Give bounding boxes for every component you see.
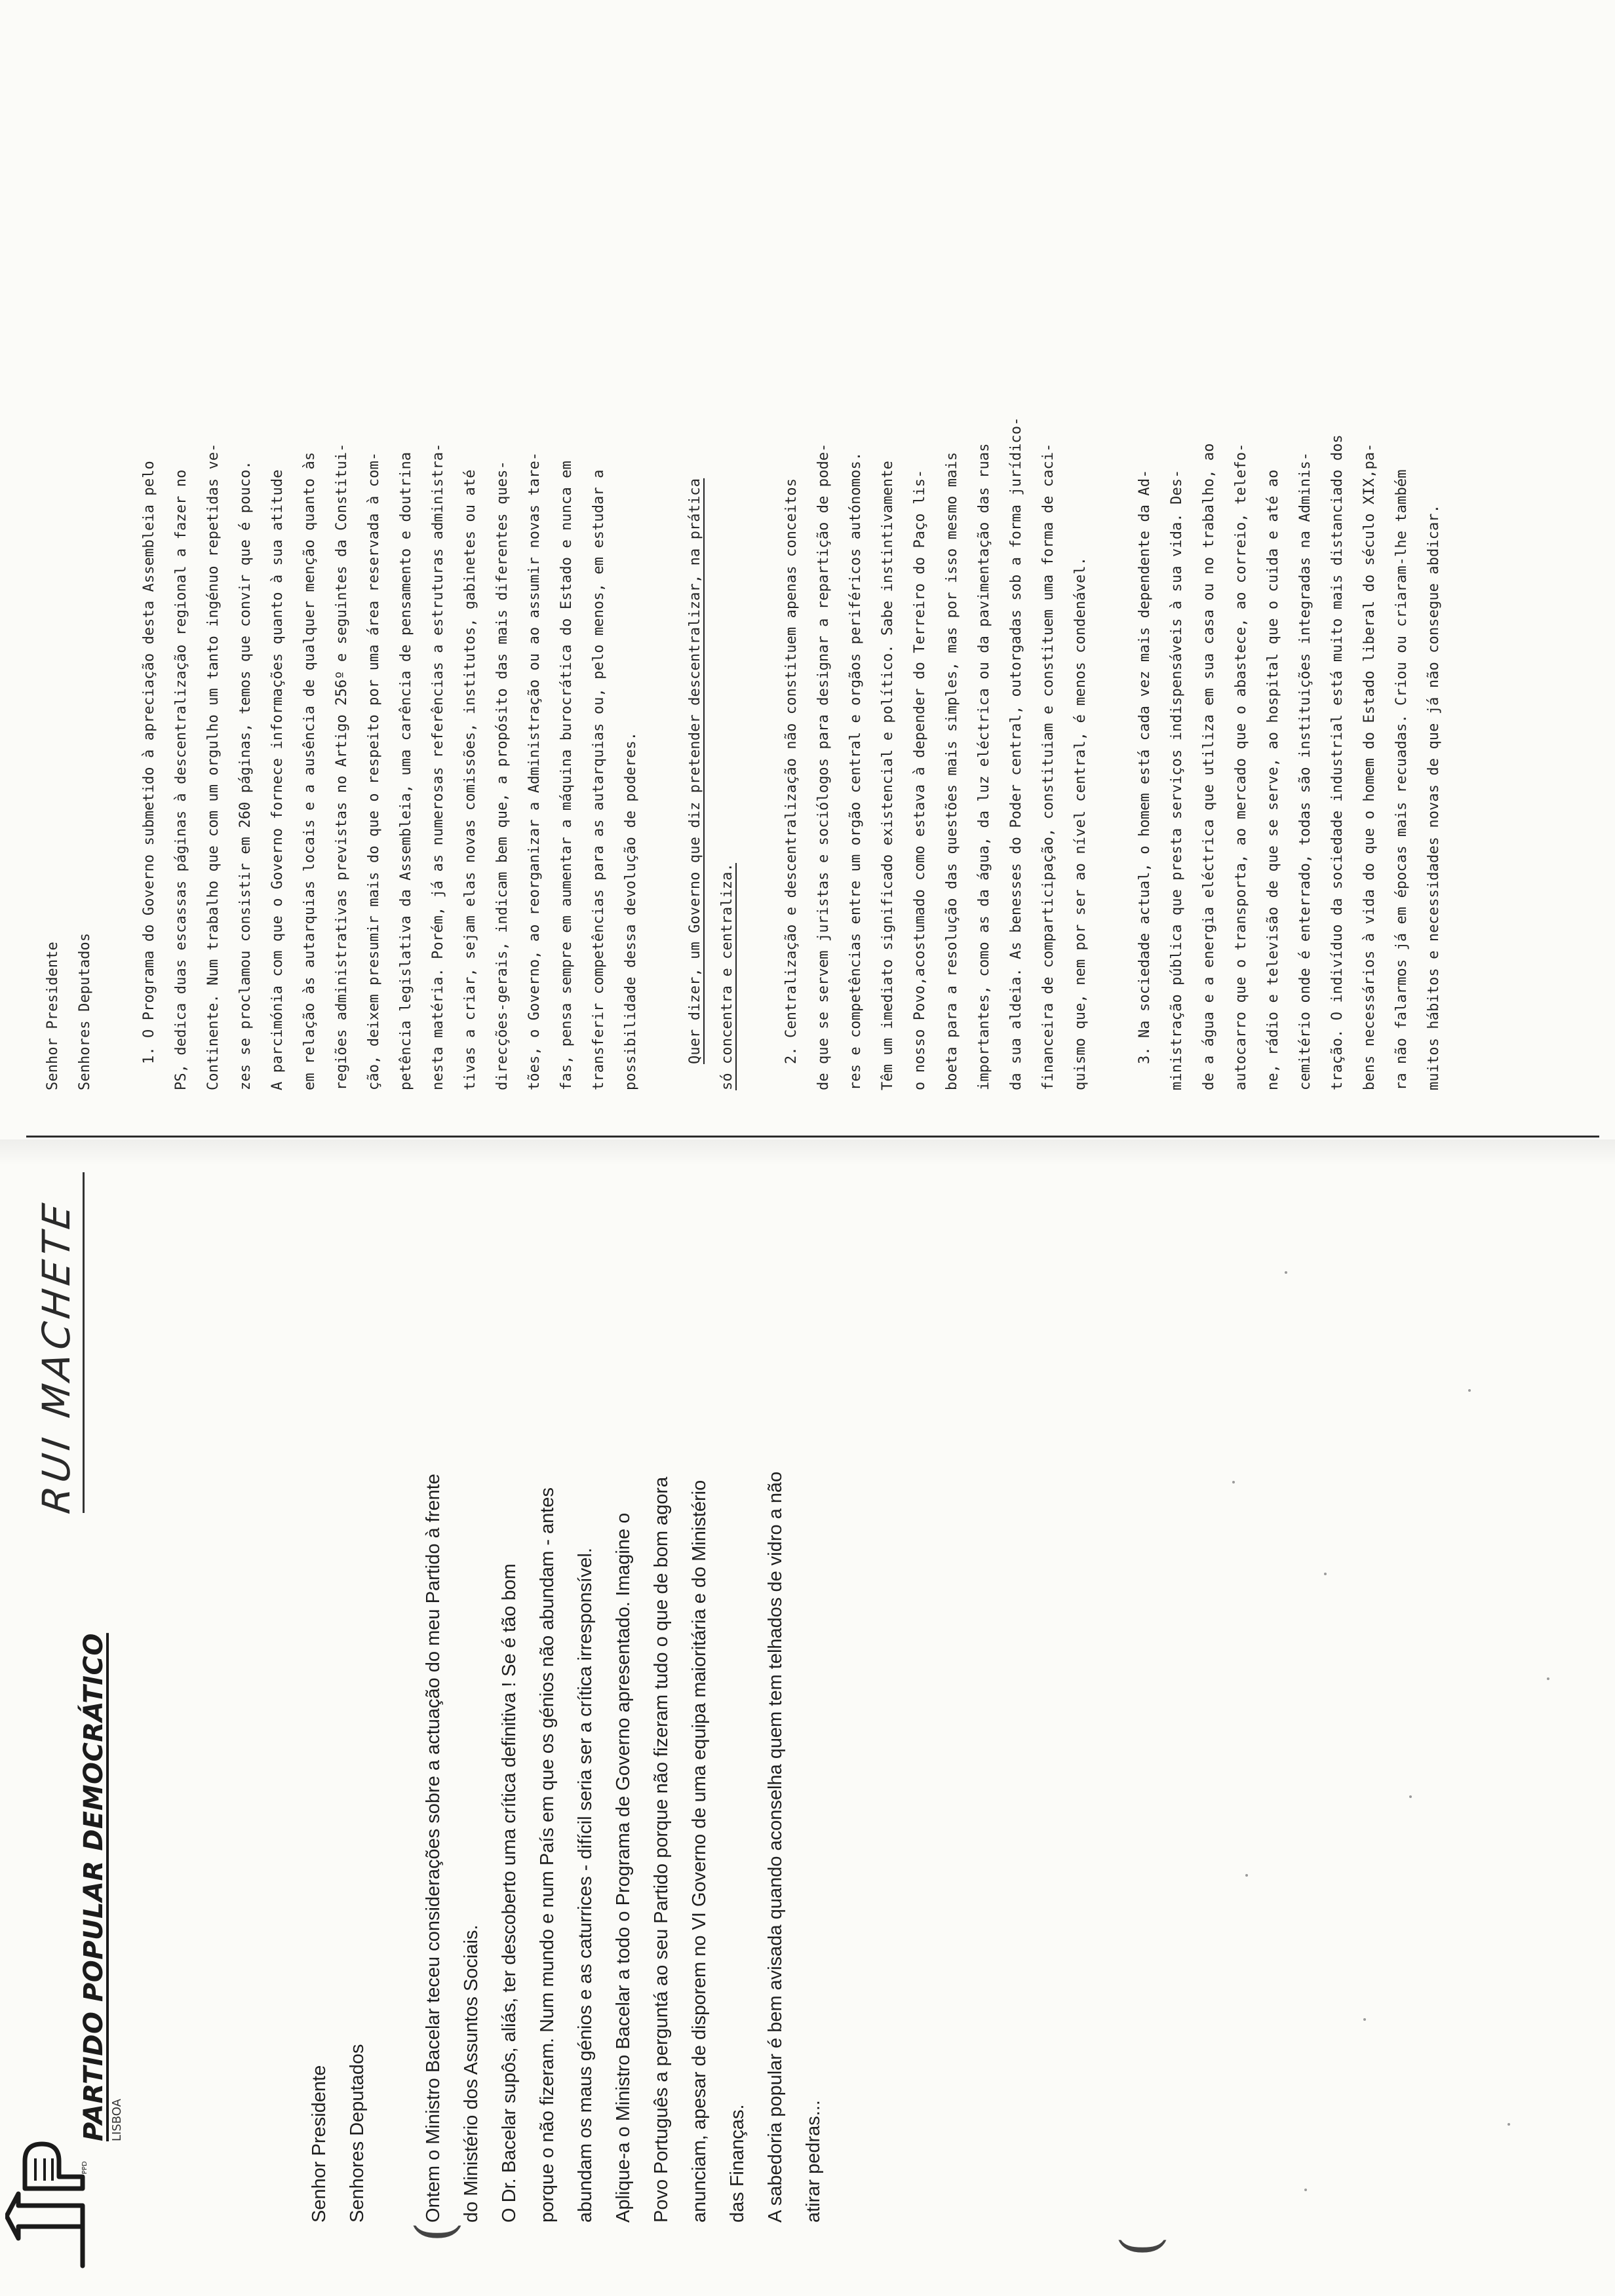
paragraph-3-line: 3. Na sociedade actual, o homem está cada vez mais dependente da Ad- [1137, 469, 1153, 1064]
left-speech-line: A sabedoria popular é bem avisada quando aconselha quem tem telhados de vidro a não [765, 1471, 786, 2223]
ppd-arrow-logo-icon [5, 2135, 89, 2272]
margin-bracket-mark: ( [1110, 2236, 1171, 2257]
paragraph-3-line: bens necessários à vida do que o homem do Estado liberal do século XIX,pa- [1361, 443, 1378, 1090]
scan-speck [1468, 1389, 1471, 1392]
left-speech-line: O Dr. Bacelar supôs, aliás, ter descoberto uma crítica definitiva ! Se é tão bom [499, 1563, 520, 2223]
paragraph-1-line: 1. O Programa do Governo submetido à apreciação desta Assembleia pelo [141, 461, 157, 1064]
party-city: LISBOA [110, 2099, 124, 2141]
scan-speck [1363, 2018, 1366, 2021]
paragraph-1-line: zes se proclamou consistir em 260 páginas, temos que convir que é pouco. [237, 461, 254, 1090]
paragraph-3-line: ministração pública que presta serviços indispensáveis à sua vida. Des- [1169, 469, 1185, 1090]
paragraph-3-line: cemitério onde é enterrado, todas são instituições integradas na Adminis- [1297, 451, 1313, 1090]
paragraph-3-line: ne, rádio e televisão de que se serve, ao hospital que o cuida e até ao [1265, 469, 1281, 1090]
paragraph-1-line: transferir competências para as autarquias ou, pelo menos, em estudar a [591, 469, 607, 1090]
paragraph-2-line: importantes, como as da água, da luz eléctrica ou da pavimentação das ruas [976, 443, 992, 1090]
paragraph-3-line: ra não falarmos já em épocas mais recuadas. Criou ou criaram-lhe também [1393, 469, 1410, 1090]
paragraph-1-line: PS, dedica duas escassas páginas à descentralização regional a fazer no [173, 469, 189, 1090]
paragraph-1-line: regiões administrativas previstas no Artigo 256º e seguintes da Constitui- [334, 443, 350, 1090]
left-speech-line: do Ministério dos Assuntos Sociais. [461, 1924, 482, 2223]
logo-text: PPD [81, 2161, 88, 2174]
handwritten-name-area [34, 1159, 85, 1516]
scan-speck [1508, 2123, 1510, 2126]
left-speech-line: abundam os maus génios e as caturrices - difícil seria ser a crítica irresponsível. [575, 1548, 596, 2223]
margin-bracket-mark: ( [404, 2221, 465, 2242]
handwritten-name-underline [83, 1172, 85, 1513]
scan-speck [1285, 1271, 1287, 1274]
right-page [0, 0, 1615, 1117]
left-salutation-line: Senhores Deputados [347, 2044, 368, 2223]
left-salutation-line: Senhor Presidente [309, 2065, 330, 2223]
underlined-statement-line: só concentra e centraliza. [719, 863, 735, 1090]
left-speech-line: porque o não fizeram. Num mundo e num País em que os génios não abundam - antes [537, 1487, 558, 2223]
paragraph-2-line: boeta para a resolução das questões mais simples, mas por isso mesmo mais [944, 451, 960, 1090]
paragraph-2-line: financeira de comparticipação, constituiam e constituem uma forma de caci- [1040, 443, 1057, 1090]
right-speech [37, 42, 1450, 1090]
right-salutation-line: Senhor Presidente [45, 942, 61, 1090]
paragraph-1-line: nesta matéria. Porém, já as numerosas referências a estruturas administra- [430, 443, 446, 1090]
page-separator-line [26, 1136, 1599, 1138]
paragraph-3-line: tração. O indivíduo da sociedade industrial está muito mais distanciado dos [1329, 434, 1346, 1090]
scan-speck [1245, 1874, 1248, 1877]
left-page [0, 1143, 1615, 2296]
paragraph-2-line: da sua aldeia. As benesses do Poder central, outorgadas sob a forma jurídico- [1008, 417, 1024, 1090]
scan-speck [1304, 2189, 1307, 2191]
left-speech-line: das Finanças. [727, 2104, 748, 2223]
scan-speck [1547, 1677, 1549, 1680]
handwritten-name: RUI MACHETE [34, 1196, 79, 1516]
paragraph-2-line: quismo que, nem por ser ao nível central, é menos condenável. [1072, 556, 1089, 1090]
paragraph-3-line: autocarro que o transporta, ao mercado que o abastece, ao correio, telefo- [1233, 443, 1249, 1090]
paragraph-1-line: ção, deixem presumir mais do que o respeito por uma área reservada à com- [366, 451, 382, 1090]
left-speech-line: Ontem o Ministro Bacelar teceu considerações sobre a actuação do meu Partido à frente [423, 1474, 444, 2223]
paragraph-1-line: fas, pensa sempre em aumentar a máquina burocrática do Estado e nunca em [558, 461, 575, 1090]
paragraph-2-line: o nosso Povo,acostumado como estava à depender do Terreiro do Paço lis- [912, 469, 928, 1090]
paragraph-1-line: em relação às autarquias locais e a ausência de qualquer menção quanto às [302, 451, 318, 1090]
paragraph-1-line: Continente. Num trabalho que com um orgulho um tanto ingénuo repetidas ve- [205, 443, 222, 1090]
paragraph-1-line: tivas a criar, sejam elas novas comissões, institutos, gabinetes ou até [462, 469, 478, 1090]
paragraph-2-line: Têm um imediato significado existencial e político. Sabe instintivamente [880, 461, 896, 1090]
left-speech-line: Aplique-a o Ministro Bacelar a todo o Programa de Governo apresentado. Imagine o [613, 1512, 634, 2223]
paragraph-3-line: de a água e a energia eléctrica que utiliza em sua casa ou no trabalho, ao [1201, 443, 1217, 1090]
left-speech-line: atirar pedras... [803, 2100, 824, 2223]
right-salutation-line: Senhores Deputados [77, 932, 93, 1090]
paragraph-2-line: 2. Centralização e descentralização não constituem apenas conceitos [783, 478, 800, 1064]
scan-speck [1232, 1481, 1235, 1483]
paragraph-1-line: A parcimónia com que o Governo fornece informações quanto à sua atitude [269, 469, 286, 1090]
paragraph-1-line: possibilidade dessa devolução de poderes. [623, 731, 639, 1090]
page-fold-shadow [0, 1139, 1615, 1166]
paragraph-1-line: direcções-gerais, indicam bem que, a propósito das mais diferentes ques- [494, 461, 511, 1090]
scan-speck [1409, 1795, 1412, 1798]
paragraph-1-line: tões, o Governo, ao reorganizar a Administração ou ao assumir novas tare- [526, 451, 543, 1090]
scan-speck [1324, 1573, 1327, 1575]
left-speech [300, 1240, 832, 2223]
paragraph-2-line: de que se servem juristas e sociólogos para designar a repartição de pode- [815, 443, 832, 1090]
left-speech-line: anunciam, apesar de disporem no VI Governo de uma equipa maioritária e do Ministério [689, 1480, 710, 2223]
left-speech-line: Povo Português a perguntá ao seu Partido porque não fizeram tudo o que de bom agora [651, 1476, 672, 2223]
party-name: PARTIDO POPULAR DEMOCRÁTICO [79, 1633, 109, 2141]
paragraph-3-line: muitos hábitos e necessidades novas de que já não consegue abdicar. [1426, 504, 1442, 1090]
paragraph-1-line: petência legislativa da Assembleia, uma carência de pensamento e doutrina [398, 451, 414, 1090]
underlined-statement-line: Quer dizer, um Governo que diz pretender descentralizar, na prática [687, 478, 703, 1064]
paragraph-2-line: res e competências entre um orgão central e orgãos periféricos autónomos. [847, 451, 864, 1090]
